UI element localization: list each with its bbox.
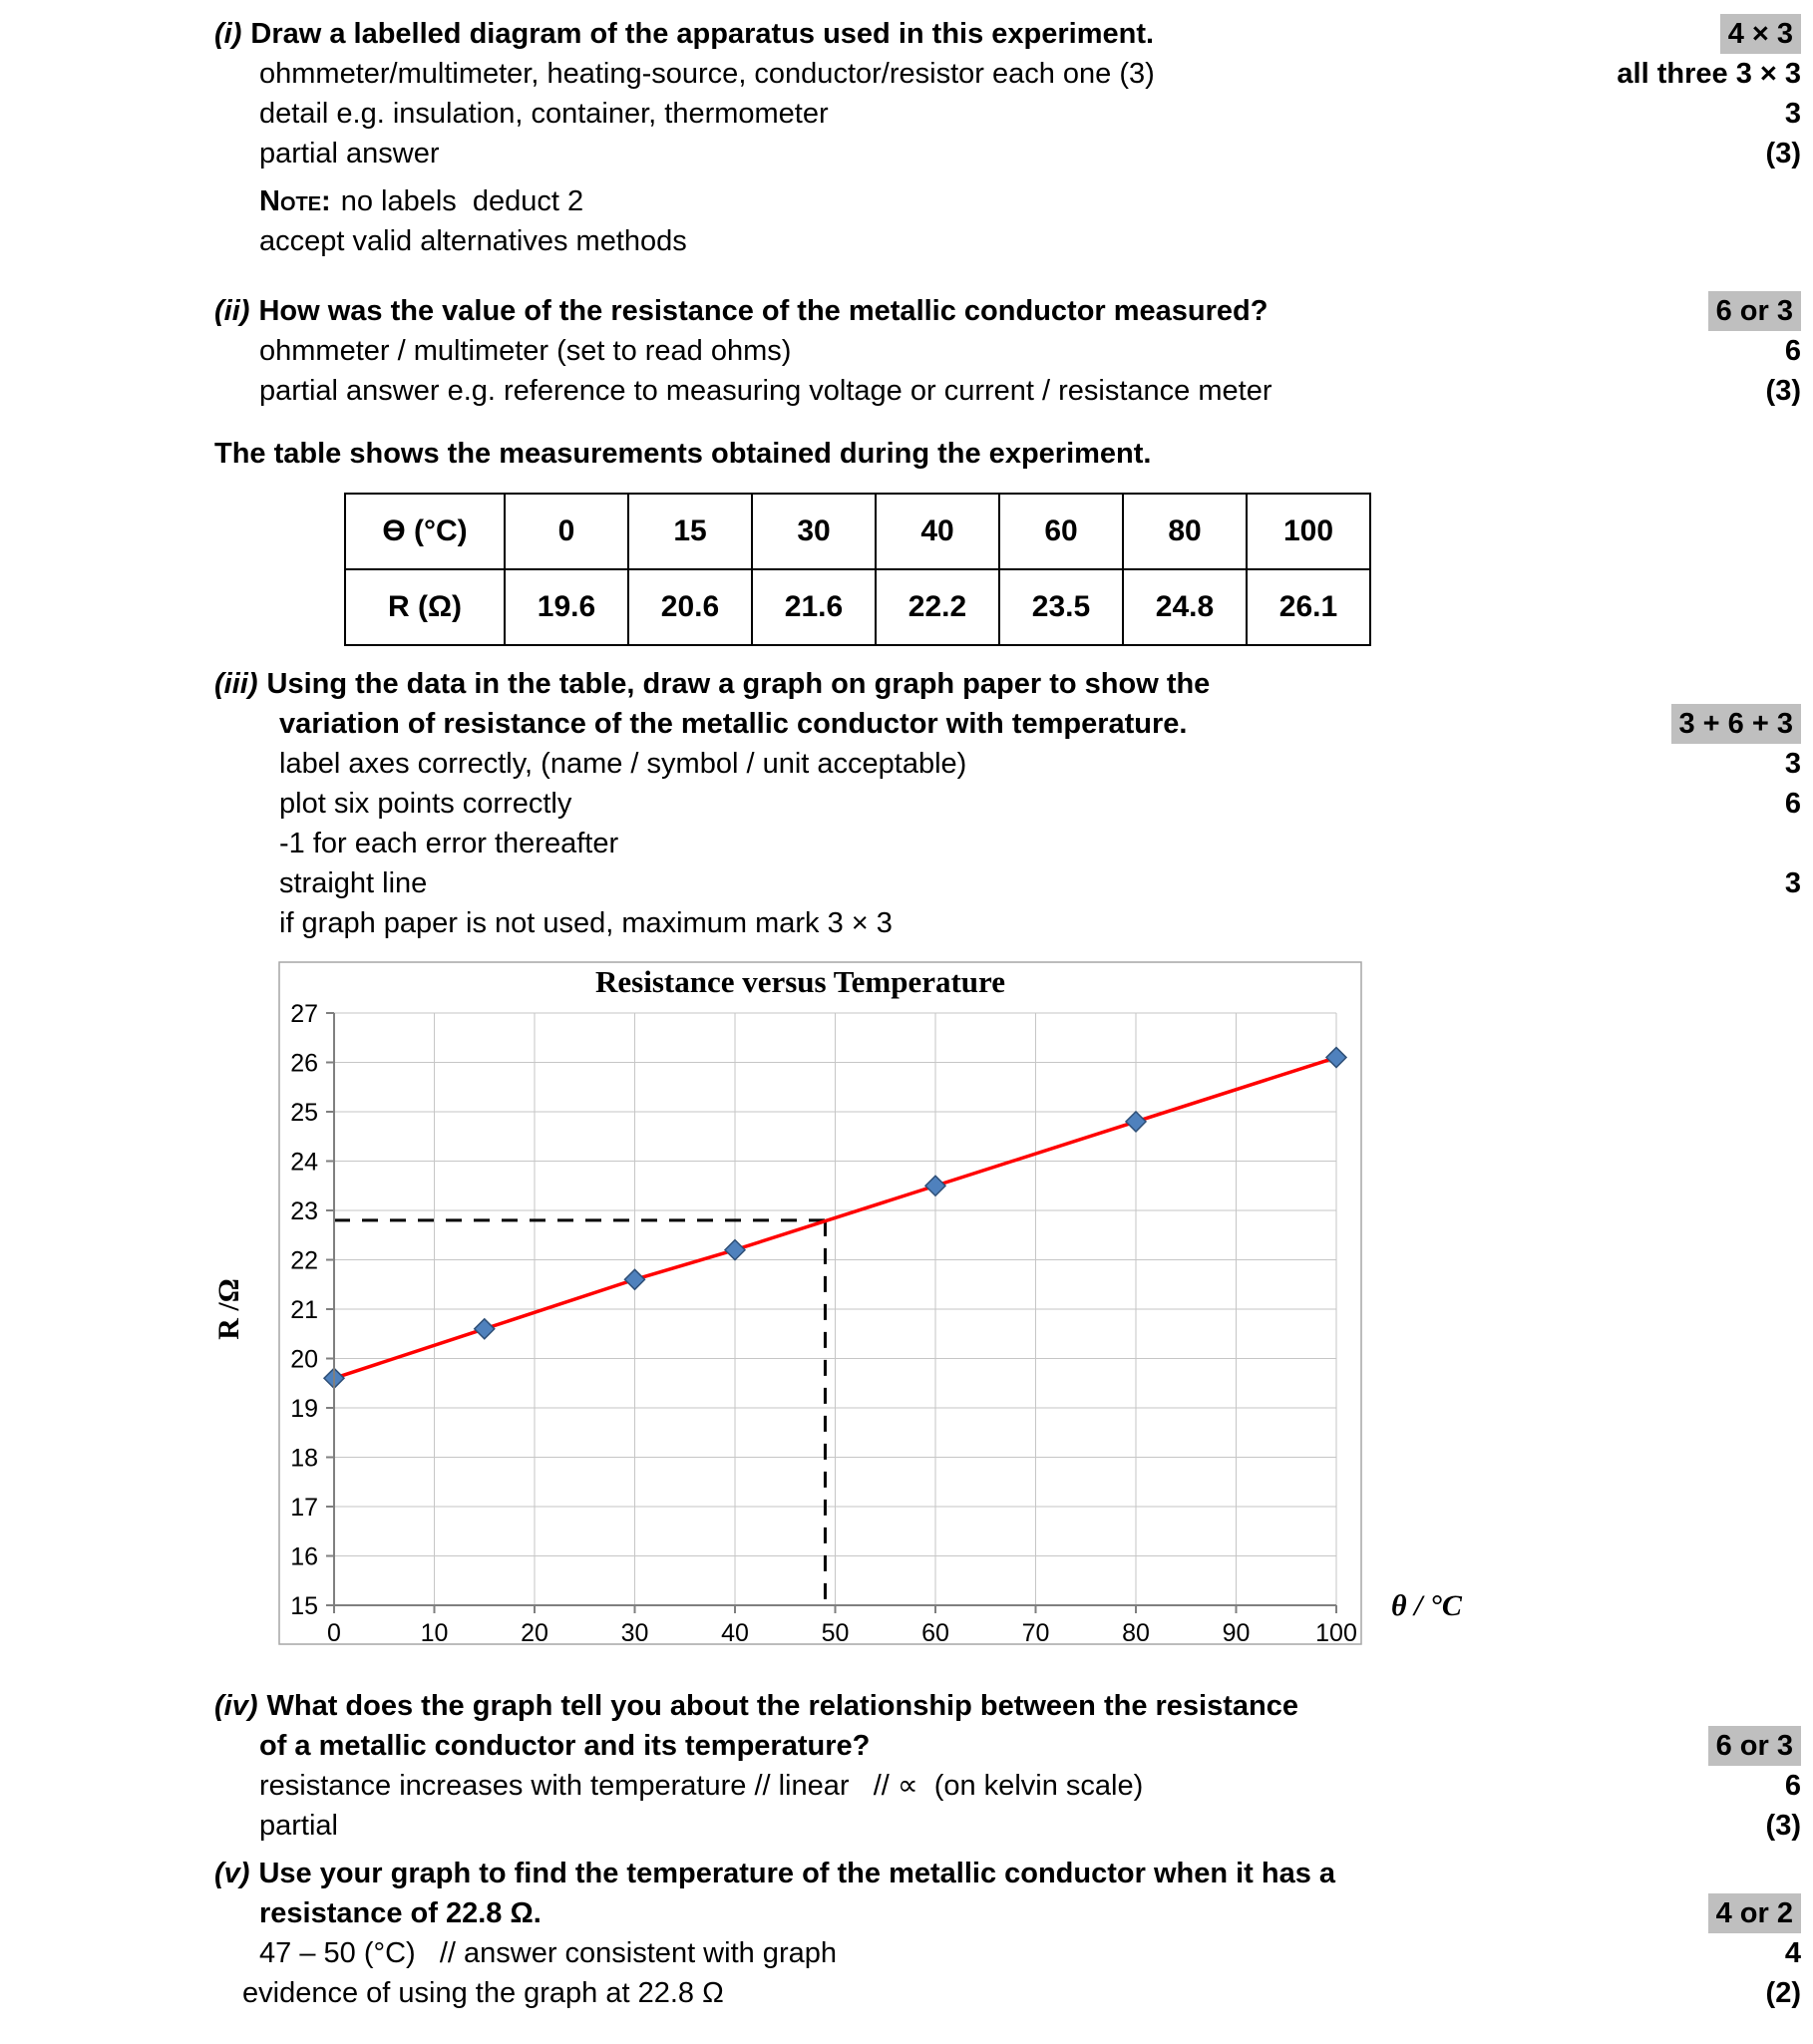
answer-line bbox=[214, 371, 1801, 411]
question-v-heading-line2 bbox=[214, 1893, 1801, 1933]
svg-text:Resistance versus Temperature: Resistance versus Temperature bbox=[595, 964, 1005, 999]
table-cell: 30 bbox=[752, 494, 876, 569]
chart bbox=[214, 958, 1801, 1667]
answer-mark: 6 bbox=[1784, 335, 1801, 367]
table-cell: 19.6 bbox=[505, 569, 628, 645]
svg-text:20: 20 bbox=[290, 1345, 318, 1374]
svg-text:16: 16 bbox=[290, 1542, 318, 1571]
row-header-resistance: R (Ω) bbox=[345, 569, 505, 645]
table-cell: 22.2 bbox=[876, 569, 999, 645]
table-cell: 26.1 bbox=[1247, 569, 1370, 645]
question-iv-heading-line2 bbox=[214, 1726, 1801, 1766]
table-cell: 40 bbox=[876, 494, 999, 569]
svg-text:R /Ω: R /Ω bbox=[214, 1278, 245, 1340]
answer-line bbox=[214, 784, 1801, 824]
table-cell: 23.5 bbox=[999, 569, 1123, 645]
svg-text:100: 100 bbox=[1315, 1619, 1357, 1647]
svg-text:21: 21 bbox=[290, 1296, 318, 1324]
question-i-heading bbox=[214, 14, 1801, 54]
answer-line bbox=[214, 744, 1801, 784]
answer-text: resistance increases with temperature // linear // ∝ (on kelvin scale) bbox=[259, 1770, 1144, 1802]
svg-text:40: 40 bbox=[721, 1619, 749, 1647]
question-ii bbox=[214, 291, 1801, 411]
answer-text: ohmmeter / multimeter (set to read ohms) bbox=[259, 335, 792, 367]
question-iv bbox=[214, 1686, 1801, 1846]
svg-text:80: 80 bbox=[1122, 1619, 1150, 1647]
question-v-label: (v) bbox=[214, 1858, 250, 1889]
answer-text: straight line bbox=[279, 867, 428, 899]
answer-line bbox=[214, 54, 1801, 94]
answer-line bbox=[214, 134, 1801, 173]
question-v-marks-badge: 4 or 2 bbox=[1708, 1893, 1801, 1933]
answer-text: if graph paper is not used, maximum mark 3 × 3 bbox=[279, 907, 893, 939]
svg-text:0: 0 bbox=[327, 1619, 341, 1647]
note-text: no labels deduct 2 bbox=[340, 185, 584, 217]
question-iv-text-line2: of a metallic conductor and its temperature? bbox=[259, 1730, 871, 1762]
svg-text:27: 27 bbox=[290, 1000, 318, 1028]
table-cell: 0 bbox=[505, 494, 628, 569]
answer-mark: 6 bbox=[1784, 1770, 1801, 1802]
svg-text:26: 26 bbox=[290, 1049, 318, 1078]
svg-text:24: 24 bbox=[290, 1148, 318, 1177]
answer-text: partial bbox=[259, 1810, 338, 1842]
note-label: Note: bbox=[259, 185, 331, 217]
note-line bbox=[214, 181, 1801, 221]
table-cell: 80 bbox=[1123, 494, 1247, 569]
answer-text: evidence of using the graph at 22.8 Ω bbox=[242, 1977, 724, 2009]
question-iii-text-line1: Using the data in the table, draw a graph on graph paper to show the bbox=[266, 668, 1211, 700]
answer-text: partial answer e.g. reference to measuring voltage or current / resistance meter bbox=[259, 375, 1272, 407]
answer-mark: 4 bbox=[1784, 1937, 1801, 1969]
answer-mark: 3 bbox=[1784, 867, 1801, 899]
answer-text: ohmmeter/multimeter, heating-source, conductor/resistor each one (3) bbox=[259, 58, 1155, 90]
table-cell: 60 bbox=[999, 494, 1123, 569]
svg-text:90: 90 bbox=[1222, 1619, 1251, 1647]
answer-line bbox=[214, 863, 1801, 903]
question-iv-label: (iv) bbox=[214, 1690, 258, 1722]
svg-text:22: 22 bbox=[290, 1246, 318, 1275]
row-header-temperature: Ө (°C) bbox=[345, 494, 505, 569]
answer-mark: 3 bbox=[1784, 98, 1801, 130]
answer-line bbox=[214, 1973, 1801, 2013]
question-iii-text-line2: variation of resistance of the metallic conductor with temperature. bbox=[279, 708, 1188, 740]
answer-line bbox=[214, 94, 1801, 134]
question-ii-text: How was the value of the resistance of the metallic conductor measured? bbox=[258, 295, 1269, 327]
question-iii-marks-badge: 3 + 6 + 3 bbox=[1671, 704, 1802, 744]
question-iii bbox=[214, 664, 1801, 943]
svg-text:60: 60 bbox=[921, 1619, 949, 1647]
svg-text:19: 19 bbox=[290, 1395, 318, 1423]
answer-mark: (3) bbox=[1765, 1810, 1801, 1842]
svg-text:30: 30 bbox=[620, 1619, 649, 1647]
svg-text:18: 18 bbox=[290, 1444, 318, 1473]
answer-mark: (2) bbox=[1765, 1977, 1801, 2009]
answer-mark: (3) bbox=[1765, 375, 1801, 407]
answer-text: detail e.g. insulation, container, thermometer bbox=[259, 98, 829, 130]
note-line bbox=[214, 221, 1801, 261]
question-iii-label: (iii) bbox=[214, 668, 258, 700]
question-i-text: Draw a labelled diagram of the apparatus used in this experiment. bbox=[250, 18, 1155, 50]
answer-line bbox=[214, 1933, 1801, 1973]
table-row-temperature bbox=[345, 494, 1370, 569]
question-iii-heading bbox=[214, 664, 1801, 704]
question-v-text-line1: Use your graph to find the temperature of the metallic conductor when it has a bbox=[258, 1858, 1336, 1889]
answer-line bbox=[214, 903, 1801, 943]
table-cell: 15 bbox=[628, 494, 752, 569]
table-row-resistance bbox=[345, 569, 1370, 645]
table-intro-text: The table shows the measurements obtained during the experiment. bbox=[214, 438, 1152, 470]
table-cell: 20.6 bbox=[628, 569, 752, 645]
question-iv-marks-badge: 6 or 3 bbox=[1708, 1726, 1801, 1766]
svg-text:17: 17 bbox=[290, 1494, 318, 1522]
svg-text:10: 10 bbox=[420, 1619, 449, 1647]
question-v-heading bbox=[214, 1854, 1801, 1893]
table-intro bbox=[214, 434, 1801, 474]
answer-mark: 6 bbox=[1784, 788, 1801, 820]
question-ii-marks-badge: 6 or 3 bbox=[1708, 291, 1801, 331]
question-ii-label: (ii) bbox=[214, 295, 250, 327]
answer-line bbox=[214, 1766, 1801, 1806]
question-i bbox=[214, 14, 1801, 261]
svg-text:25: 25 bbox=[290, 1099, 318, 1127]
question-ii-heading bbox=[214, 291, 1801, 331]
question-iv-text-line1: What does the graph tell you about the relationship between the resistance bbox=[266, 1690, 1298, 1722]
svg-text:70: 70 bbox=[1021, 1619, 1050, 1647]
answer-mark: (3) bbox=[1765, 138, 1801, 170]
question-v-text-line2: resistance of 22.8 Ω. bbox=[259, 1897, 542, 1929]
answer-text: partial answer bbox=[259, 138, 440, 170]
table-cell: 24.8 bbox=[1123, 569, 1247, 645]
answer-mark: 3 bbox=[1784, 748, 1801, 780]
question-i-marks-badge: 4 × 3 bbox=[1720, 14, 1801, 54]
answer-line bbox=[214, 331, 1801, 371]
question-i-label: (i) bbox=[214, 18, 242, 50]
answer-line bbox=[214, 1806, 1801, 1846]
answer-text: plot six points correctly bbox=[279, 788, 572, 820]
svg-text:23: 23 bbox=[290, 1197, 318, 1225]
resistance-temperature-chart bbox=[214, 958, 1501, 1656]
table-cell: 100 bbox=[1247, 494, 1370, 569]
question-iii-heading-line2 bbox=[214, 704, 1801, 744]
note-text: accept valid alternatives methods bbox=[259, 225, 687, 257]
question-v bbox=[214, 1854, 1801, 2013]
answer-text: -1 for each error thereafter bbox=[279, 828, 619, 859]
svg-text:θ / °C: θ / °C bbox=[1391, 1589, 1462, 1622]
measurements-table bbox=[344, 493, 1371, 646]
answer-text: label axes correctly, (name / symbol / unit acceptable) bbox=[279, 748, 967, 780]
svg-text:20: 20 bbox=[521, 1619, 548, 1647]
svg-text:50: 50 bbox=[821, 1619, 850, 1647]
answer-mark: all three 3 × 3 bbox=[1617, 58, 1801, 90]
answer-line bbox=[214, 824, 1801, 863]
table-cell: 21.6 bbox=[752, 569, 876, 645]
svg-text:15: 15 bbox=[290, 1592, 318, 1620]
question-iv-heading bbox=[214, 1686, 1801, 1726]
answer-text: 47 – 50 (°C) // answer consistent with graph bbox=[259, 1937, 837, 1969]
